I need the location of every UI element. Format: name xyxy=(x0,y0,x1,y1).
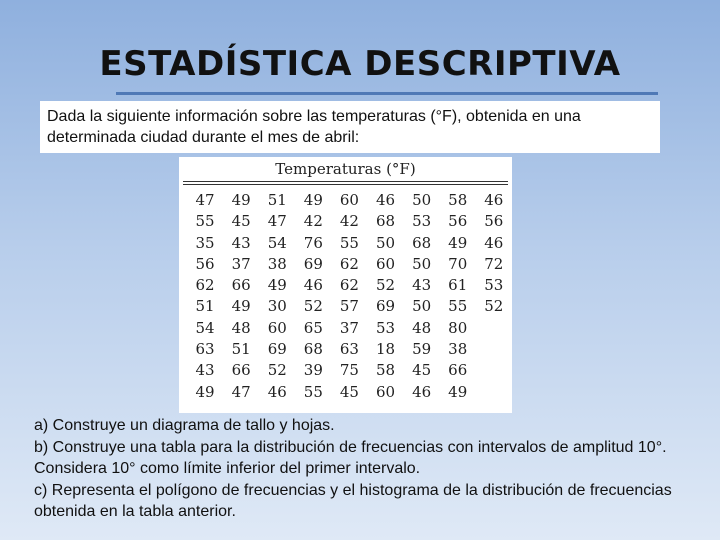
table-cell: 42 xyxy=(339,212,359,231)
table-cell: 53 xyxy=(412,212,432,231)
table-cell: 49 xyxy=(231,191,251,209)
table-cell: 46 xyxy=(484,191,504,209)
temperature-table xyxy=(179,157,512,413)
table-cell: 46 xyxy=(412,382,432,401)
table-cell: 42 xyxy=(303,212,323,231)
table-cell: 55 xyxy=(303,382,323,401)
table-row xyxy=(187,360,512,381)
table-cell: 43 xyxy=(412,276,432,295)
table-cell: 65 xyxy=(303,318,323,337)
table-cell: 50 xyxy=(412,297,432,316)
table-cell: 53 xyxy=(484,276,504,295)
table-cell: 37 xyxy=(339,318,359,337)
table-cell: 47 xyxy=(231,382,251,401)
table-cell: 39 xyxy=(303,361,323,380)
table-cell: 50 xyxy=(412,191,432,209)
table-cell: 75 xyxy=(339,361,359,380)
table-cell: 53 xyxy=(375,318,396,337)
table-cell: 76 xyxy=(303,233,323,252)
table-cell: 60 xyxy=(375,254,396,273)
intro-text: Dada la siguiente información sobre las temperaturas (°F), obtenida en una determinada ciudad durante el mes de abril: xyxy=(40,101,660,153)
table-row xyxy=(187,254,512,275)
task-list xyxy=(34,415,674,523)
table-cell: 51 xyxy=(267,191,287,209)
table-cell: 51 xyxy=(231,340,251,359)
task-item: a) Construye un diagrama de tallo y hojas. xyxy=(34,417,335,434)
table-cell: 47 xyxy=(267,212,287,231)
table-cell: 48 xyxy=(412,318,432,337)
table-cell: 56 xyxy=(484,212,504,231)
table-cell: 52 xyxy=(484,297,504,316)
table-cell: 55 xyxy=(448,297,468,316)
table-cell: 58 xyxy=(448,191,468,209)
table-cell: 62 xyxy=(195,276,215,295)
table-row xyxy=(187,382,512,403)
table-cell: 68 xyxy=(375,212,396,231)
table-cell: 49 xyxy=(195,382,215,401)
table-cell: 46 xyxy=(484,233,504,252)
table-cell: 46 xyxy=(375,191,396,209)
table-cell: 52 xyxy=(267,361,287,380)
table-cell: 63 xyxy=(339,340,359,359)
table-cell xyxy=(476,360,512,381)
table-cell: 49 xyxy=(231,297,251,316)
table-cell: 63 xyxy=(195,340,215,359)
table-cell: 59 xyxy=(412,340,432,359)
table-cell: 56 xyxy=(448,212,468,231)
table-cell: 30 xyxy=(267,297,287,316)
table-row xyxy=(187,318,512,339)
slide-title: ESTADÍSTICA DESCRIPTIVA xyxy=(99,44,621,84)
table-cell: 80 xyxy=(448,318,468,337)
table-cell: 52 xyxy=(303,297,323,316)
table-cell xyxy=(476,382,512,403)
table-cell: 45 xyxy=(412,361,432,380)
table-cell: 60 xyxy=(339,191,359,209)
table-row xyxy=(187,275,512,296)
table-cell: 18 xyxy=(375,340,396,359)
table-cell: 55 xyxy=(195,212,215,231)
table-cell: 50 xyxy=(412,254,432,273)
table-cell: 45 xyxy=(339,382,359,401)
table-cell xyxy=(476,318,512,339)
table-cell: 49 xyxy=(448,233,468,252)
table-cell: 66 xyxy=(231,361,251,380)
table-cell: 69 xyxy=(267,340,287,359)
table-cell: 54 xyxy=(195,318,215,337)
table-cell xyxy=(476,339,512,360)
table-cell: 43 xyxy=(231,233,251,252)
table-cell: 45 xyxy=(231,212,251,231)
table-cell: 69 xyxy=(303,254,323,273)
table-cell: 57 xyxy=(339,297,359,316)
table-cell: 68 xyxy=(412,233,432,252)
table-cell: 62 xyxy=(339,276,359,295)
table-cell: 51 xyxy=(195,297,215,316)
table-cell: 62 xyxy=(339,254,359,273)
temperature-grid xyxy=(187,190,512,403)
table-cell: 49 xyxy=(448,382,468,401)
table-cell: 46 xyxy=(267,382,287,401)
table-row xyxy=(187,190,512,211)
table-mid-rule xyxy=(183,184,508,185)
table-cell: 43 xyxy=(195,361,215,380)
table-cell: 68 xyxy=(303,340,323,359)
table-cell: 37 xyxy=(231,254,251,273)
task-item: c) Representa el polígono de frecuencias y el histograma de la distribución de frecuencias obtenida en la tabla anterior. xyxy=(34,481,672,520)
table-cell: 56 xyxy=(195,254,215,273)
table-heading: Temperaturas (°F) xyxy=(275,160,416,178)
table-cell: 60 xyxy=(267,318,287,337)
table-cell: 38 xyxy=(448,340,468,359)
table-row xyxy=(187,211,512,232)
table-cell: 61 xyxy=(448,276,468,295)
table-row xyxy=(187,233,512,254)
table-row xyxy=(187,339,512,360)
table-cell: 46 xyxy=(303,276,323,295)
table-row xyxy=(187,296,512,317)
table-cell: 70 xyxy=(448,254,468,273)
table-cell: 55 xyxy=(339,233,359,252)
table-cell: 66 xyxy=(231,276,251,295)
table-top-rule xyxy=(183,181,508,182)
table-cell: 66 xyxy=(448,361,468,380)
table-cell: 72 xyxy=(484,254,504,273)
table-cell: 58 xyxy=(375,361,396,380)
title-underline xyxy=(116,92,658,95)
table-cell: 60 xyxy=(375,382,396,401)
table-cell: 35 xyxy=(195,233,215,252)
task-item: b) Construye una tabla para la distribución de frecuencias con intervalos de amplitud 10°. Considera 10° como límite inferior del primer intervalo. xyxy=(34,438,667,477)
table-cell: 48 xyxy=(231,318,251,337)
table-cell: 38 xyxy=(267,254,287,273)
table-cell: 69 xyxy=(375,297,396,316)
table-cell: 54 xyxy=(267,233,287,252)
table-cell: 49 xyxy=(303,191,323,209)
table-cell: 49 xyxy=(267,276,287,295)
table-cell: 47 xyxy=(195,191,215,209)
table-cell: 52 xyxy=(375,276,396,295)
table-cell: 50 xyxy=(375,233,396,252)
